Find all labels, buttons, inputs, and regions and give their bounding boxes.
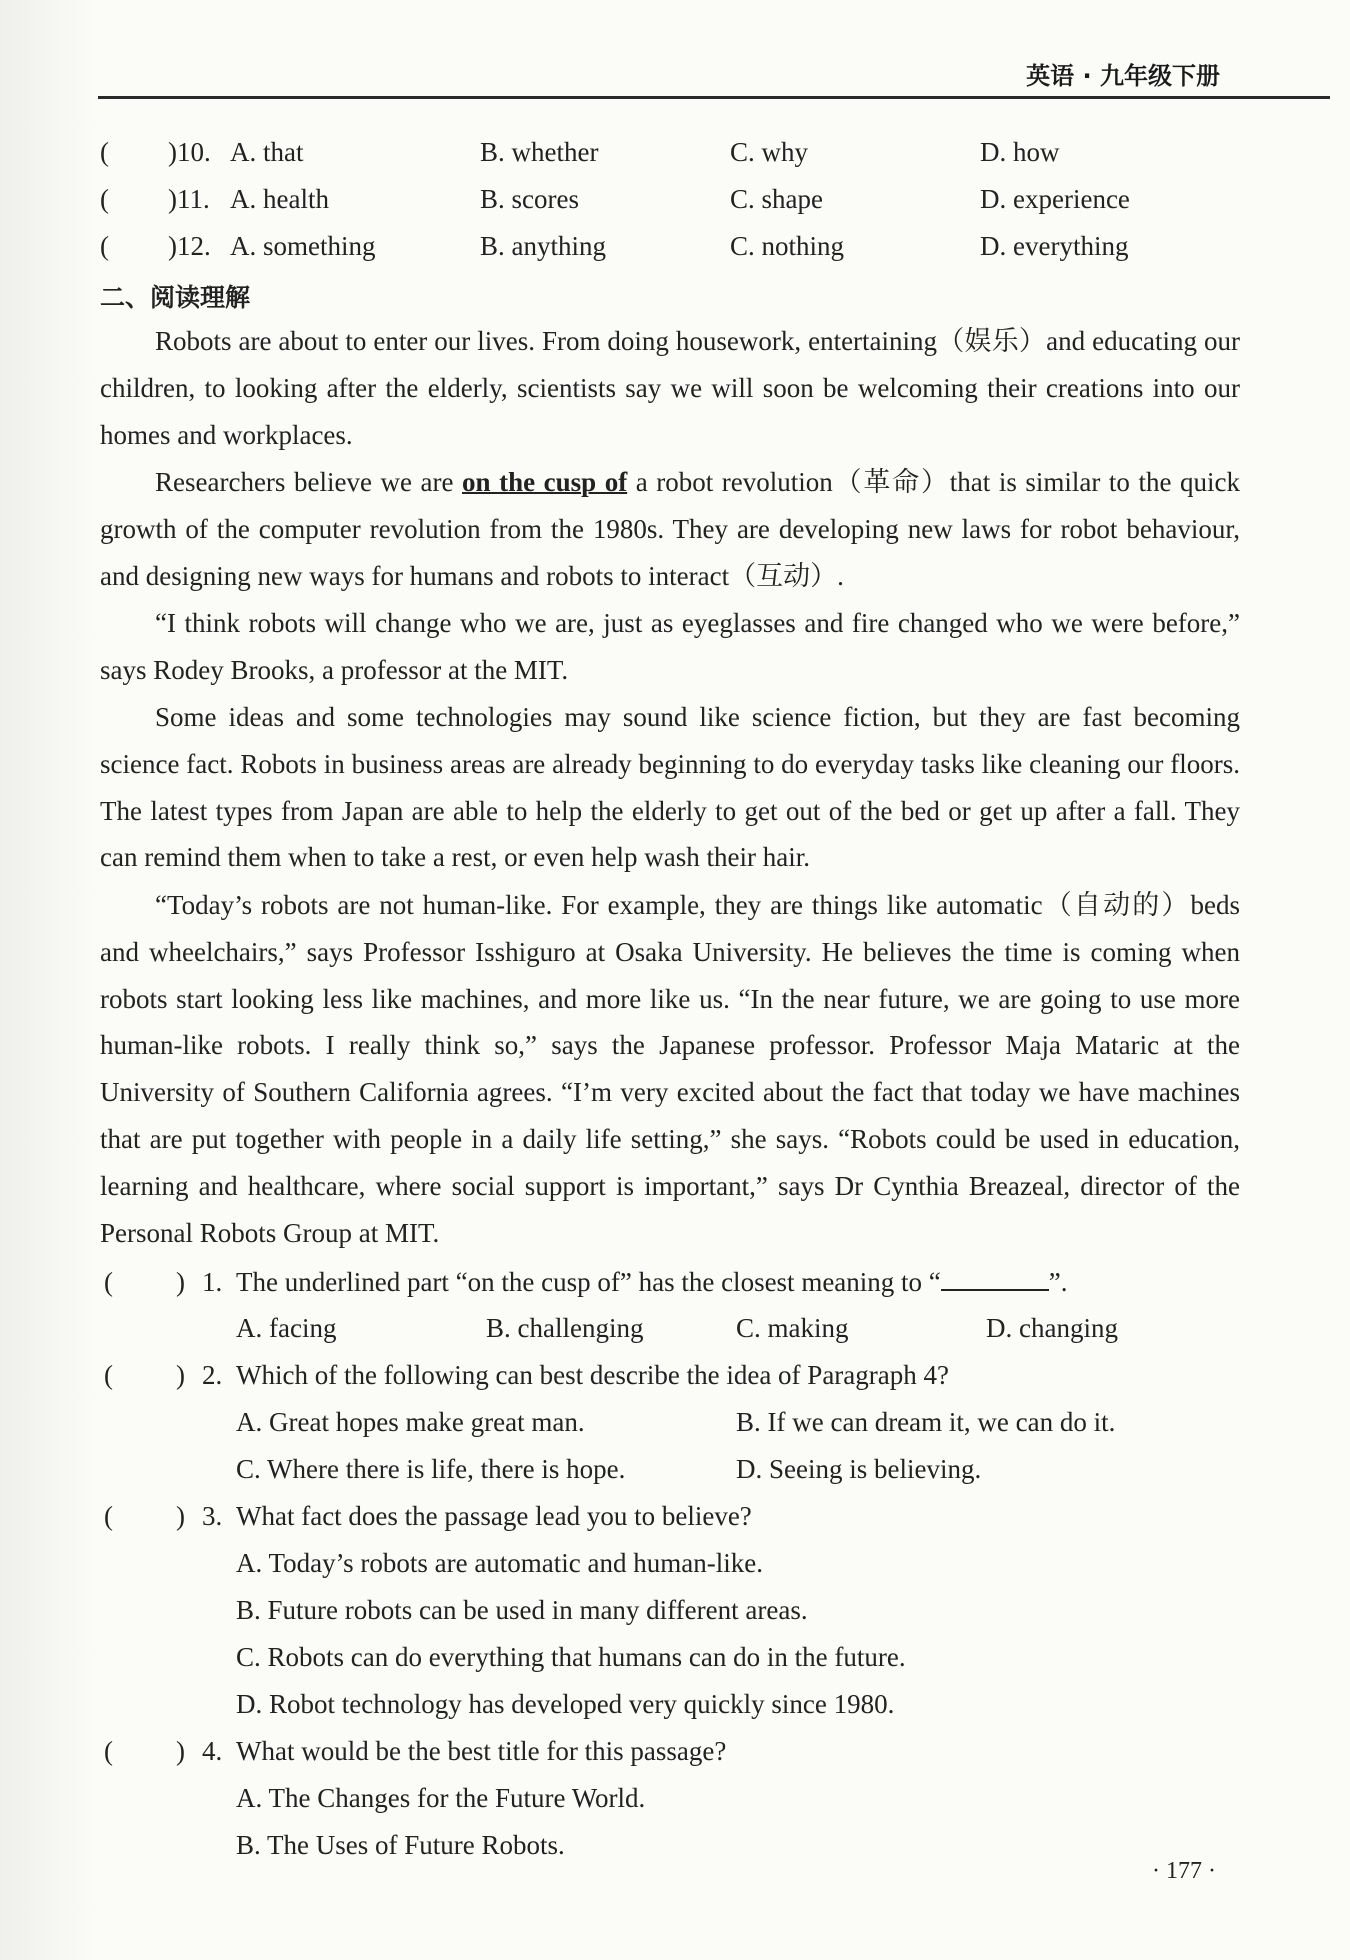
option-a[interactable]: A. health	[230, 184, 329, 214]
option-d[interactable]: D. changing	[986, 1313, 1118, 1343]
option-c[interactable]: C. making	[736, 1313, 849, 1343]
option-d[interactable]: D. how	[980, 137, 1060, 167]
option-a[interactable]: A. that	[230, 137, 304, 167]
passage-paragraph-3: “I think robots will change who we are, just as eyeglasses and fire changed who we were before,” says Rodey Brooks, a professor at the MIT.	[100, 608, 1240, 685]
option-b[interactable]: B. The Uses of Future Robots.	[236, 1830, 565, 1860]
question-stem: Which of the following can best describe the idea of Paragraph 4?	[236, 1360, 949, 1390]
option-b[interactable]: B. Future robots can be used in many different areas.	[236, 1595, 808, 1625]
paragraph-text: Researchers believe we are	[155, 467, 463, 497]
answer-paren-close: )	[176, 1501, 185, 1531]
option-b[interactable]: B. anything	[480, 231, 606, 261]
option-a[interactable]: A. facing	[236, 1313, 337, 1343]
option-b[interactable]: B. whether	[480, 137, 599, 167]
option-d[interactable]: D. Seeing is believing.	[736, 1454, 982, 1484]
option-d[interactable]: D. everything	[980, 231, 1129, 261]
option-b[interactable]: B. challenging	[486, 1313, 644, 1343]
underlined-phrase: on the cusp of	[462, 467, 628, 497]
question-number: 3.	[202, 1501, 223, 1531]
header-rule	[98, 96, 1330, 99]
answer-blank[interactable]	[941, 1265, 1049, 1291]
answer-paren-open[interactable]: (	[104, 1267, 113, 1297]
answer-paren-close: )	[176, 1360, 185, 1390]
option-a[interactable]: A. The Changes for the Future World.	[236, 1783, 646, 1813]
answer-paren-close: )	[176, 1736, 185, 1766]
answer-paren-open[interactable]: (	[104, 1501, 113, 1531]
option-d[interactable]: D. Robot technology has developed very quickly since 1980.	[236, 1689, 895, 1719]
option-a[interactable]: A. something	[230, 231, 376, 261]
option-a[interactable]: A. Great hopes make great man.	[236, 1407, 585, 1437]
option-c[interactable]: C. Robots can do everything that humans can do in the future.	[236, 1642, 906, 1672]
answer-paren[interactable]: (	[100, 231, 109, 261]
option-b[interactable]: B. If we can dream it, we can do it.	[736, 1407, 1116, 1437]
option-c[interactable]: C. nothing	[730, 231, 845, 261]
passage-paragraph-2	[100, 459, 1240, 599]
option-b[interactable]: B. scores	[480, 184, 579, 214]
answer-paren-open[interactable]: (	[104, 1736, 113, 1766]
passage-paragraph-1: Robots are about to enter our lives. From doing housework, entertaining（娱乐）and educating our children, to looking after the elderly, scientists say we will soon be welcoming their creations into our homes and workplaces.	[100, 326, 1240, 450]
question-number: 1.	[202, 1267, 223, 1297]
question-number: 2.	[202, 1360, 223, 1390]
answer-paren-close: )	[176, 1267, 185, 1297]
question-stem: What would be the best title for this passage?	[236, 1736, 727, 1766]
question-stem-text: The underlined part “on the cusp of” has the closest meaning to “	[236, 1267, 941, 1297]
question-number: )11.	[168, 184, 210, 214]
option-d[interactable]: D. experience	[980, 184, 1130, 214]
page-gutter-shadow	[0, 0, 98, 1960]
answer-paren[interactable]: (	[100, 137, 109, 167]
question-stem	[236, 1264, 1068, 1300]
page-number: · 177 ·	[1152, 1858, 1216, 1884]
answer-paren[interactable]: (	[100, 184, 109, 214]
question-stem-text: ”.	[1048, 1267, 1068, 1297]
question-stem: What fact does the passage lead you to believe?	[236, 1501, 752, 1531]
passage-paragraph-5: “Today’s robots are not human-like. For example, they are things like automatic（自动的）beds and wheelchairs,” says Professor Isshiguro at Osaka University. He believes the time is coming when robots start looking less like machines, and more like us. “In the near future, we are going to use more human-like robots. I really think so,” says the Japanese professor. Professor Maja Mataric at the University of Southern California agrees. “I’m very excited about the fact that today we have machines that are put together with people in a daily life setting,” she says. “Robots could be used in education, learning and healthcare, where social support is important,” says Dr Cynthia Breazeal, director of the Personal Robots Group at MIT.	[100, 890, 1240, 1248]
question-number: 4.	[202, 1736, 223, 1766]
section-title: 二、阅读理解	[100, 283, 251, 312]
paragraph-text: a robot revolution（革命）that is similar to the quick growth of the computer revolution from the 1980s. They are developing new laws for robot behaviour, and designing new ways for humans and robots to interact（互动）.	[100, 467, 1240, 591]
option-c[interactable]: C. why	[730, 137, 809, 167]
option-c[interactable]: C. shape	[730, 184, 823, 214]
option-c[interactable]: C. Where there is life, there is hope.	[236, 1454, 626, 1484]
question-number: )10.	[168, 137, 211, 167]
question-number: )12.	[168, 231, 211, 261]
option-a[interactable]: A. Today’s robots are automatic and human-like.	[236, 1548, 763, 1578]
header-title: 英语 · 九年级下册	[1026, 62, 1220, 90]
passage-paragraph-4: Some ideas and some technologies may sound like science fiction, but they are fast becoming science fact. Robots in business areas are already beginning to do everyday tasks like cleaning our floors. The latest types from Japan are able to help the elderly to get out of the bed or get up after a fall. They can remind them when to take a rest, or even help wash their hair.	[100, 702, 1240, 873]
answer-paren-open[interactable]: (	[104, 1360, 113, 1390]
